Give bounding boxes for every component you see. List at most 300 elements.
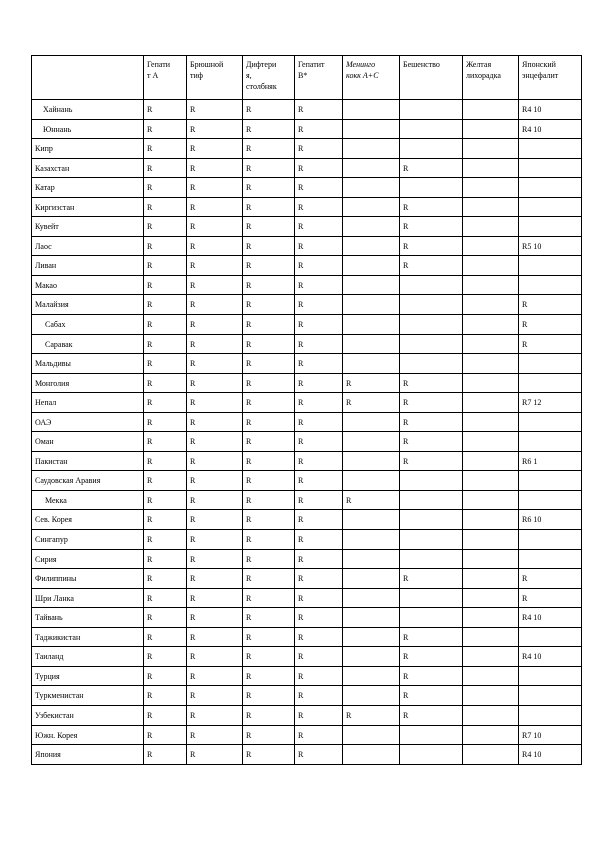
table-row xyxy=(32,354,582,374)
yellow-fever-cell xyxy=(463,178,519,198)
header-japanese-encephalitis: Японский энцефалит xyxy=(519,56,582,100)
japanese-encephalitis-cell xyxy=(519,197,582,217)
diphtheria-tetanus-cell: R xyxy=(243,217,295,237)
table-row xyxy=(32,647,582,667)
yellow-fever-cell xyxy=(463,666,519,686)
meningococcus-cell xyxy=(343,412,400,432)
hepatitis-b-cell: R xyxy=(295,451,343,471)
meningococcus-cell xyxy=(343,647,400,667)
meningococcus-cell xyxy=(343,588,400,608)
meningococcus-cell xyxy=(343,510,400,530)
table-row xyxy=(32,178,582,198)
diphtheria-tetanus-cell: R xyxy=(243,432,295,452)
header-meningococcus: Менинго кокк А+С xyxy=(343,56,400,100)
yellow-fever-cell xyxy=(463,745,519,765)
hepatitis-b-cell: R xyxy=(295,471,343,491)
rabies-cell: R xyxy=(400,451,463,471)
table-row xyxy=(32,275,582,295)
diphtheria-tetanus-cell: R xyxy=(243,647,295,667)
japanese-encephalitis-cell xyxy=(519,158,582,178)
meningococcus-cell xyxy=(343,197,400,217)
table-body xyxy=(32,100,582,765)
rabies-cell xyxy=(400,119,463,139)
japanese-encephalitis-cell xyxy=(519,373,582,393)
meningococcus-cell xyxy=(343,530,400,550)
typhoid-cell: R xyxy=(187,178,243,198)
hepatitis-b-cell: R xyxy=(295,119,343,139)
diphtheria-tetanus-cell: R xyxy=(243,119,295,139)
country-cell: Турция xyxy=(32,666,144,686)
country-cell: Таджикистан xyxy=(32,627,144,647)
typhoid-cell: R xyxy=(187,705,243,725)
rabies-cell: R xyxy=(400,158,463,178)
country-cell: Тайвань xyxy=(32,608,144,628)
typhoid-cell: R xyxy=(187,725,243,745)
typhoid-cell: R xyxy=(187,217,243,237)
rabies-cell xyxy=(400,275,463,295)
table-row xyxy=(32,608,582,628)
hepatitis-b-cell: R xyxy=(295,490,343,510)
diphtheria-tetanus-cell: R xyxy=(243,275,295,295)
diphtheria-tetanus-cell: R xyxy=(243,100,295,120)
header-diphtheria-tetanus: Дифтери я, столбняк xyxy=(243,56,295,100)
header-hepatitis-a: Гепати т А xyxy=(144,56,187,100)
diphtheria-tetanus-cell: R xyxy=(243,256,295,276)
table-row xyxy=(32,100,582,120)
yellow-fever-cell xyxy=(463,315,519,335)
table-row xyxy=(32,412,582,432)
hepatitis-a-cell: R xyxy=(144,549,187,569)
diphtheria-tetanus-cell: R xyxy=(243,295,295,315)
yellow-fever-cell xyxy=(463,530,519,550)
meningococcus-cell: R xyxy=(343,393,400,413)
hepatitis-b-cell: R xyxy=(295,275,343,295)
hepatitis-a-cell: R xyxy=(144,315,187,335)
typhoid-cell: R xyxy=(187,295,243,315)
yellow-fever-cell xyxy=(463,471,519,491)
japanese-encephalitis-cell xyxy=(519,432,582,452)
country-cell: Сирия xyxy=(32,549,144,569)
yellow-fever-cell xyxy=(463,393,519,413)
rabies-cell xyxy=(400,725,463,745)
rabies-cell: R xyxy=(400,256,463,276)
hepatitis-a-cell: R xyxy=(144,139,187,159)
meningococcus-cell xyxy=(343,569,400,589)
yellow-fever-cell xyxy=(463,100,519,120)
typhoid-cell: R xyxy=(187,627,243,647)
typhoid-cell: R xyxy=(187,354,243,374)
japanese-encephalitis-cell: R xyxy=(519,295,582,315)
hepatitis-a-cell: R xyxy=(144,412,187,432)
country-cell: Мекка xyxy=(32,490,144,510)
typhoid-cell: R xyxy=(187,197,243,217)
typhoid-cell: R xyxy=(187,510,243,530)
rabies-cell xyxy=(400,530,463,550)
table-row xyxy=(32,256,582,276)
yellow-fever-cell xyxy=(463,373,519,393)
hepatitis-a-cell: R xyxy=(144,373,187,393)
table-row xyxy=(32,725,582,745)
hepatitis-b-cell: R xyxy=(295,197,343,217)
diphtheria-tetanus-cell: R xyxy=(243,627,295,647)
rabies-cell: R xyxy=(400,373,463,393)
meningococcus-cell xyxy=(343,139,400,159)
rabies-cell xyxy=(400,178,463,198)
japanese-encephalitis-cell: R4 10 xyxy=(519,119,582,139)
meningococcus-cell: R xyxy=(343,490,400,510)
japanese-encephalitis-cell xyxy=(519,471,582,491)
country-cell: Юннань xyxy=(32,119,144,139)
country-cell: Лаос xyxy=(32,236,144,256)
japanese-encephalitis-cell: R4 10 xyxy=(519,647,582,667)
rabies-cell: R xyxy=(400,647,463,667)
hepatitis-a-cell: R xyxy=(144,588,187,608)
table-row xyxy=(32,295,582,315)
country-cell: ОАЭ xyxy=(32,412,144,432)
diphtheria-tetanus-cell: R xyxy=(243,373,295,393)
header-country xyxy=(32,56,144,100)
hepatitis-b-cell: R xyxy=(295,393,343,413)
meningococcus-cell xyxy=(343,275,400,295)
hepatitis-a-cell: R xyxy=(144,627,187,647)
typhoid-cell: R xyxy=(187,256,243,276)
yellow-fever-cell xyxy=(463,334,519,354)
hepatitis-b-cell: R xyxy=(295,608,343,628)
rabies-cell: R xyxy=(400,627,463,647)
table-row xyxy=(32,393,582,413)
hepatitis-b-cell: R xyxy=(295,666,343,686)
hepatitis-b-cell: R xyxy=(295,647,343,667)
rabies-cell xyxy=(400,315,463,335)
meningococcus-cell xyxy=(343,178,400,198)
hepatitis-b-cell: R xyxy=(295,530,343,550)
diphtheria-tetanus-cell: R xyxy=(243,315,295,335)
typhoid-cell: R xyxy=(187,412,243,432)
typhoid-cell: R xyxy=(187,666,243,686)
rabies-cell xyxy=(400,139,463,159)
japanese-encephalitis-cell: R4 10 xyxy=(519,745,582,765)
hepatitis-a-cell: R xyxy=(144,275,187,295)
table-row xyxy=(32,627,582,647)
hepatitis-a-cell: R xyxy=(144,510,187,530)
meningococcus-cell xyxy=(343,100,400,120)
hepatitis-a-cell: R xyxy=(144,432,187,452)
hepatitis-a-cell: R xyxy=(144,569,187,589)
country-cell: Сев. Корея xyxy=(32,510,144,530)
vaccination-table xyxy=(31,55,582,765)
hepatitis-a-cell: R xyxy=(144,490,187,510)
country-cell: Казахстан xyxy=(32,158,144,178)
table-row xyxy=(32,236,582,256)
yellow-fever-cell xyxy=(463,236,519,256)
yellow-fever-cell xyxy=(463,588,519,608)
japanese-encephalitis-cell xyxy=(519,139,582,159)
country-cell: Монголия xyxy=(32,373,144,393)
hepatitis-a-cell: R xyxy=(144,256,187,276)
yellow-fever-cell xyxy=(463,705,519,725)
country-cell: Саравак xyxy=(32,334,144,354)
hepatitis-a-cell: R xyxy=(144,236,187,256)
hepatitis-a-cell: R xyxy=(144,295,187,315)
table-row xyxy=(32,197,582,217)
table-row xyxy=(32,432,582,452)
typhoid-cell: R xyxy=(187,432,243,452)
japanese-encephalitis-cell xyxy=(519,217,582,237)
hepatitis-b-cell: R xyxy=(295,373,343,393)
hepatitis-a-cell: R xyxy=(144,530,187,550)
hepatitis-a-cell: R xyxy=(144,334,187,354)
typhoid-cell: R xyxy=(187,745,243,765)
hepatitis-b-cell: R xyxy=(295,588,343,608)
typhoid-cell: R xyxy=(187,686,243,706)
japanese-encephalitis-cell xyxy=(519,354,582,374)
rabies-cell xyxy=(400,608,463,628)
typhoid-cell: R xyxy=(187,608,243,628)
yellow-fever-cell xyxy=(463,549,519,569)
hepatitis-a-cell: R xyxy=(144,451,187,471)
japanese-encephalitis-cell: R5 10 xyxy=(519,236,582,256)
country-cell: Непал xyxy=(32,393,144,413)
table-row xyxy=(32,490,582,510)
country-cell: Мальдивы xyxy=(32,354,144,374)
typhoid-cell: R xyxy=(187,549,243,569)
diphtheria-tetanus-cell: R xyxy=(243,354,295,374)
hepatitis-b-cell: R xyxy=(295,256,343,276)
meningococcus-cell xyxy=(343,334,400,354)
diphtheria-tetanus-cell: R xyxy=(243,490,295,510)
yellow-fever-cell xyxy=(463,158,519,178)
country-cell: Сингапур xyxy=(32,530,144,550)
hepatitis-a-cell: R xyxy=(144,158,187,178)
rabies-cell xyxy=(400,100,463,120)
hepatitis-a-cell: R xyxy=(144,608,187,628)
diphtheria-tetanus-cell: R xyxy=(243,569,295,589)
japanese-encephalitis-cell xyxy=(519,275,582,295)
yellow-fever-cell xyxy=(463,275,519,295)
rabies-cell: R xyxy=(400,217,463,237)
table-row xyxy=(32,745,582,765)
diphtheria-tetanus-cell: R xyxy=(243,471,295,491)
hepatitis-a-cell: R xyxy=(144,393,187,413)
hepatitis-a-cell: R xyxy=(144,119,187,139)
meningococcus-cell xyxy=(343,666,400,686)
rabies-cell xyxy=(400,471,463,491)
yellow-fever-cell xyxy=(463,119,519,139)
country-cell: Кипр xyxy=(32,139,144,159)
typhoid-cell: R xyxy=(187,471,243,491)
meningococcus-cell xyxy=(343,549,400,569)
yellow-fever-cell xyxy=(463,451,519,471)
japanese-encephalitis-cell: R7 10 xyxy=(519,725,582,745)
typhoid-cell: R xyxy=(187,569,243,589)
hepatitis-a-cell: R xyxy=(144,471,187,491)
table-row xyxy=(32,530,582,550)
yellow-fever-cell xyxy=(463,510,519,530)
hepatitis-b-cell: R xyxy=(295,627,343,647)
country-cell: Филиппины xyxy=(32,569,144,589)
hepatitis-b-cell: R xyxy=(295,745,343,765)
country-cell: Шри Ланка xyxy=(32,588,144,608)
yellow-fever-cell xyxy=(463,627,519,647)
diphtheria-tetanus-cell: R xyxy=(243,705,295,725)
meningococcus-cell xyxy=(343,119,400,139)
yellow-fever-cell xyxy=(463,295,519,315)
diphtheria-tetanus-cell: R xyxy=(243,236,295,256)
table-row xyxy=(32,119,582,139)
rabies-cell: R xyxy=(400,197,463,217)
hepatitis-a-cell: R xyxy=(144,197,187,217)
meningococcus-cell xyxy=(343,745,400,765)
rabies-cell: R xyxy=(400,432,463,452)
country-cell: Хайнань xyxy=(32,100,144,120)
typhoid-cell: R xyxy=(187,119,243,139)
country-cell: Ливан xyxy=(32,256,144,276)
rabies-cell xyxy=(400,549,463,569)
rabies-cell: R xyxy=(400,666,463,686)
hepatitis-a-cell: R xyxy=(144,178,187,198)
diphtheria-tetanus-cell: R xyxy=(243,745,295,765)
rabies-cell xyxy=(400,490,463,510)
meningococcus-cell xyxy=(343,686,400,706)
country-cell: Киргизстан xyxy=(32,197,144,217)
hepatitis-b-cell: R xyxy=(295,412,343,432)
diphtheria-tetanus-cell: R xyxy=(243,139,295,159)
meningococcus-cell xyxy=(343,627,400,647)
japanese-encephalitis-cell xyxy=(519,686,582,706)
country-cell: Туркменистан xyxy=(32,686,144,706)
japanese-encephalitis-cell: R xyxy=(519,588,582,608)
diphtheria-tetanus-cell: R xyxy=(243,510,295,530)
meningococcus-cell xyxy=(343,451,400,471)
country-cell: Оман xyxy=(32,432,144,452)
table-row xyxy=(32,217,582,237)
hepatitis-a-cell: R xyxy=(144,705,187,725)
table-row xyxy=(32,588,582,608)
diphtheria-tetanus-cell: R xyxy=(243,334,295,354)
table-row xyxy=(32,549,582,569)
yellow-fever-cell xyxy=(463,256,519,276)
table-row xyxy=(32,666,582,686)
japanese-encephalitis-cell: R xyxy=(519,315,582,335)
diphtheria-tetanus-cell: R xyxy=(243,451,295,471)
yellow-fever-cell xyxy=(463,139,519,159)
japanese-encephalitis-cell: R7 12 xyxy=(519,393,582,413)
typhoid-cell: R xyxy=(187,393,243,413)
header-row xyxy=(32,56,582,100)
yellow-fever-cell xyxy=(463,608,519,628)
hepatitis-a-cell: R xyxy=(144,217,187,237)
meningococcus-cell: R xyxy=(343,373,400,393)
meningococcus-cell xyxy=(343,256,400,276)
rabies-cell xyxy=(400,334,463,354)
yellow-fever-cell xyxy=(463,647,519,667)
yellow-fever-cell xyxy=(463,686,519,706)
typhoid-cell: R xyxy=(187,275,243,295)
typhoid-cell: R xyxy=(187,373,243,393)
meningococcus-cell xyxy=(343,236,400,256)
diphtheria-tetanus-cell: R xyxy=(243,393,295,413)
rabies-cell xyxy=(400,354,463,374)
table-row xyxy=(32,705,582,725)
country-cell: Кувейт xyxy=(32,217,144,237)
diphtheria-tetanus-cell: R xyxy=(243,178,295,198)
table-row xyxy=(32,139,582,159)
yellow-fever-cell xyxy=(463,490,519,510)
table-row xyxy=(32,686,582,706)
japanese-encephalitis-cell xyxy=(519,412,582,432)
hepatitis-a-cell: R xyxy=(144,100,187,120)
japanese-encephalitis-cell xyxy=(519,627,582,647)
typhoid-cell: R xyxy=(187,647,243,667)
hepatitis-b-cell: R xyxy=(295,334,343,354)
hepatitis-a-cell: R xyxy=(144,686,187,706)
meningococcus-cell xyxy=(343,295,400,315)
hepatitis-b-cell: R xyxy=(295,705,343,725)
country-cell: Макао xyxy=(32,275,144,295)
country-cell: Узбекистан xyxy=(32,705,144,725)
typhoid-cell: R xyxy=(187,334,243,354)
japanese-encephalitis-cell xyxy=(519,490,582,510)
diphtheria-tetanus-cell: R xyxy=(243,686,295,706)
header-rabies: Бешенство xyxy=(400,56,463,100)
hepatitis-b-cell: R xyxy=(295,315,343,335)
japanese-encephalitis-cell xyxy=(519,256,582,276)
rabies-cell xyxy=(400,295,463,315)
typhoid-cell: R xyxy=(187,451,243,471)
table-row xyxy=(32,471,582,491)
diphtheria-tetanus-cell: R xyxy=(243,588,295,608)
meningococcus-cell xyxy=(343,217,400,237)
table-row xyxy=(32,373,582,393)
table-row xyxy=(32,510,582,530)
hepatitis-b-cell: R xyxy=(295,158,343,178)
hepatitis-b-cell: R xyxy=(295,510,343,530)
japanese-encephalitis-cell xyxy=(519,666,582,686)
hepatitis-b-cell: R xyxy=(295,100,343,120)
hepatitis-b-cell: R xyxy=(295,432,343,452)
japanese-encephalitis-cell: R xyxy=(519,334,582,354)
yellow-fever-cell xyxy=(463,412,519,432)
japanese-encephalitis-cell xyxy=(519,178,582,198)
diphtheria-tetanus-cell: R xyxy=(243,666,295,686)
rabies-cell: R xyxy=(400,705,463,725)
meningococcus-cell xyxy=(343,315,400,335)
header-typhoid: Брюшной тиф xyxy=(187,56,243,100)
japanese-encephalitis-cell: R4 10 xyxy=(519,100,582,120)
japanese-encephalitis-cell xyxy=(519,530,582,550)
hepatitis-a-cell: R xyxy=(144,745,187,765)
table-row xyxy=(32,569,582,589)
hepatitis-b-cell: R xyxy=(295,139,343,159)
rabies-cell xyxy=(400,510,463,530)
diphtheria-tetanus-cell: R xyxy=(243,197,295,217)
typhoid-cell: R xyxy=(187,158,243,178)
hepatitis-b-cell: R xyxy=(295,549,343,569)
rabies-cell: R xyxy=(400,236,463,256)
meningococcus-cell xyxy=(343,471,400,491)
hepatitis-b-cell: R xyxy=(295,725,343,745)
rabies-cell: R xyxy=(400,686,463,706)
hepatitis-b-cell: R xyxy=(295,569,343,589)
header-yellow-fever: Желтая лихорадка xyxy=(463,56,519,100)
meningococcus-cell xyxy=(343,725,400,745)
country-cell: Саудовская Аравия xyxy=(32,471,144,491)
hepatitis-b-cell: R xyxy=(295,354,343,374)
hepatitis-b-cell: R xyxy=(295,236,343,256)
yellow-fever-cell xyxy=(463,569,519,589)
hepatitis-b-cell: R xyxy=(295,686,343,706)
table-row xyxy=(32,334,582,354)
